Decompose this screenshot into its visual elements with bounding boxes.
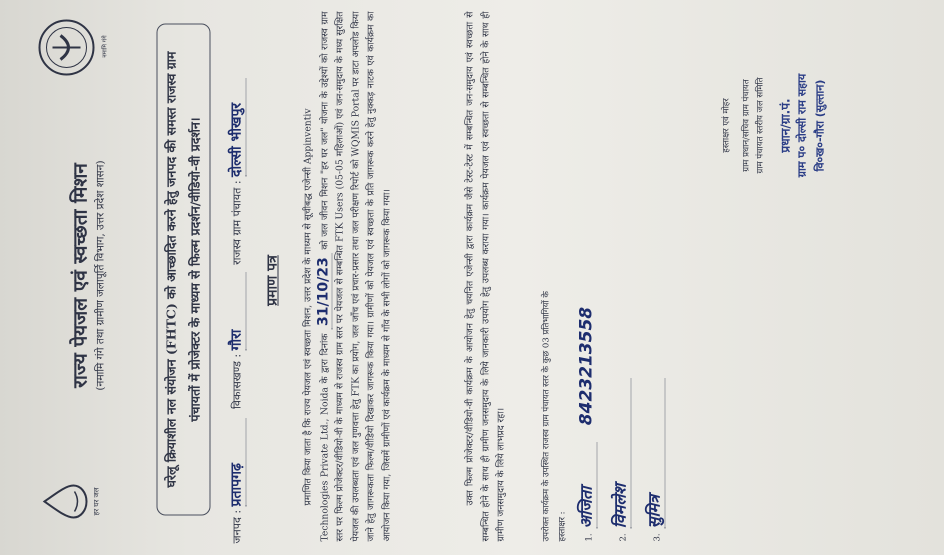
water-drop-icon (40, 461, 88, 541)
witness-row (642, 201, 676, 541)
logo-caption: हर घर जल (92, 487, 100, 515)
program-date: 31/10/23 (316, 253, 333, 330)
witness-signature: विमलेश (608, 378, 631, 528)
logo-caption: नमामि गंगे (101, 34, 108, 58)
body-para1e: ग्रामीणों को पेयजल एवं स्वच्छता के प्रति जागरूक करने हेतु नुक्कड़ नाटक एवं कार्यक्रम का आयोजन किया गया, जिसमें ग्रामीणों एवं कार्यक्रम के माध्यम से गाँव के सभी लोगों को जागरूक किया गया। (365, 11, 392, 541)
witness-row (574, 201, 608, 541)
har-ghar-jal-logo (40, 461, 104, 541)
mission-subtitle: (नमामि गंगे तथा ग्रामीण जलापूर्ति विभाग, उत्तर प्रदेश शासन) (94, 159, 106, 391)
panchayat-label: राजस्व ग्राम पंचायत : (230, 179, 243, 265)
role-line1: ग्राम प्रधान/सचिव ग्राम पंचायत (741, 78, 751, 172)
emblem-icon (36, 17, 96, 77)
body-para1a: प्रमाणित किया जाता है कि राज्य पेयजल एवं स्वच्छता मिशन, उत्तर प्रदेश के माध्यम से सूचीबद्ध एजेन्सी Appinventiv (302, 107, 313, 505)
witness-list (574, 201, 676, 541)
witness-number: 2. (618, 532, 628, 541)
certificate-body (300, 11, 395, 541)
stamp-line3: वि०ख०-गौरा (सुल्तान) (813, 79, 826, 171)
body-para1c: को जल जीवन मिशन "हर घर जल" योजना के उद्देश्यों को राजस्व ग्राम स्तर पर फिल्म प्रोजेक्टर/वीडियो-वी के माध्यम से राजस्व ग्राम स्तर पर पेयजल से सम्बन्धित (318, 10, 346, 541)
block-label: विकासखण्ड : (230, 353, 243, 409)
panchayat-value: दोल्सी भीखपुर (226, 78, 246, 176)
witness-intro: उपरोक्त कार्यक्रम के उपस्थित राजस्व ग्राम पंचायत स्तर के कुछ 03 प्रतिभागियों के (541, 290, 551, 541)
certificate-title: प्रमाण पत्र (264, 254, 280, 306)
body-para1b: Technologies Private Ltd., Noida के द्वारा दिनांक (318, 333, 330, 541)
witness-signature: अजिता (574, 442, 597, 528)
body-para2: उक्त फिल्म प्रोजेक्टर/वीडियो-वी कार्यक्रम के आयोजन हेतु चयनित एजेन्सी द्वारा कार्यक्रम जैसे टेस्ट-टेस्ट में सम्बन्धित जन-समुदाय एवं स्वच्छता से सम्बन्धित होने के साथ ही ग्रामीण जनसमुदाय के लिये जानकारी उपयोग हेतु उपलब्ध कराया गया। कार्यक्रम पेयजल एवं स्वच्छता से सम्बन्धित होने के साथ ही ग्रामीण जनसमुदाय के लिये लाभप्रद रहा। (464, 11, 507, 541)
witness-phone: 8423213558 (576, 306, 596, 425)
location-row (226, 3, 246, 543)
district-label: जनपद : (230, 509, 243, 543)
namami-gange-logo (36, 15, 108, 77)
role-line2: ग्राम पंचायत स्तरीय जल समिति (755, 77, 765, 173)
witness-row (608, 201, 642, 541)
program-box: घरेलू क्रियाशील नल संयोजन (FHTC) को आच्छादित करने हेतु जनपद की समस्त राजस्व ग्राम पंचायतों में प्रोजेक्टर के माध्यम से फिल्म प्रदर्शन/वीडियो-वी प्रदर्शन। (156, 23, 210, 515)
stamp-line1: प्रधान/ग्रा.पं. (778, 97, 792, 153)
witness-signature: सुमित्र (642, 378, 665, 528)
block-value: गौरा (226, 272, 246, 350)
witness-sign-label: हस्ताक्षर : (557, 510, 567, 541)
mission-title: राज्य पेयजल एवं स्वच्छता मिशन (69, 162, 91, 388)
stamp-line2: ग्राम प० दोल्सी राम सहाय (795, 73, 808, 177)
seal-label: हस्ताक्षर एवं मोहर (721, 97, 731, 153)
certificate-para2 (462, 11, 509, 541)
witness-number: 3. (652, 532, 662, 541)
body-para1d: FTK Users (05-05 महिलाओं) एवं जन-समुदाय के मध्य सुरक्षित पेयजल की उपलब्धता एवं जल गुणवत्ता हेतु FTK का प्रयोग, जल जाँच एवं प्रचार-प्रसार तथा जल परीक्षण रिपोर्ट को WQMIS Portal पर डाटा अपलोड किया जाने हेतु जागरूकता फिल्म/वीडियो दिखाकर जागरूक किया गया। (334, 11, 377, 541)
witness-number: 1. (584, 532, 594, 541)
district-value: प्रतापगढ़ (226, 418, 246, 506)
